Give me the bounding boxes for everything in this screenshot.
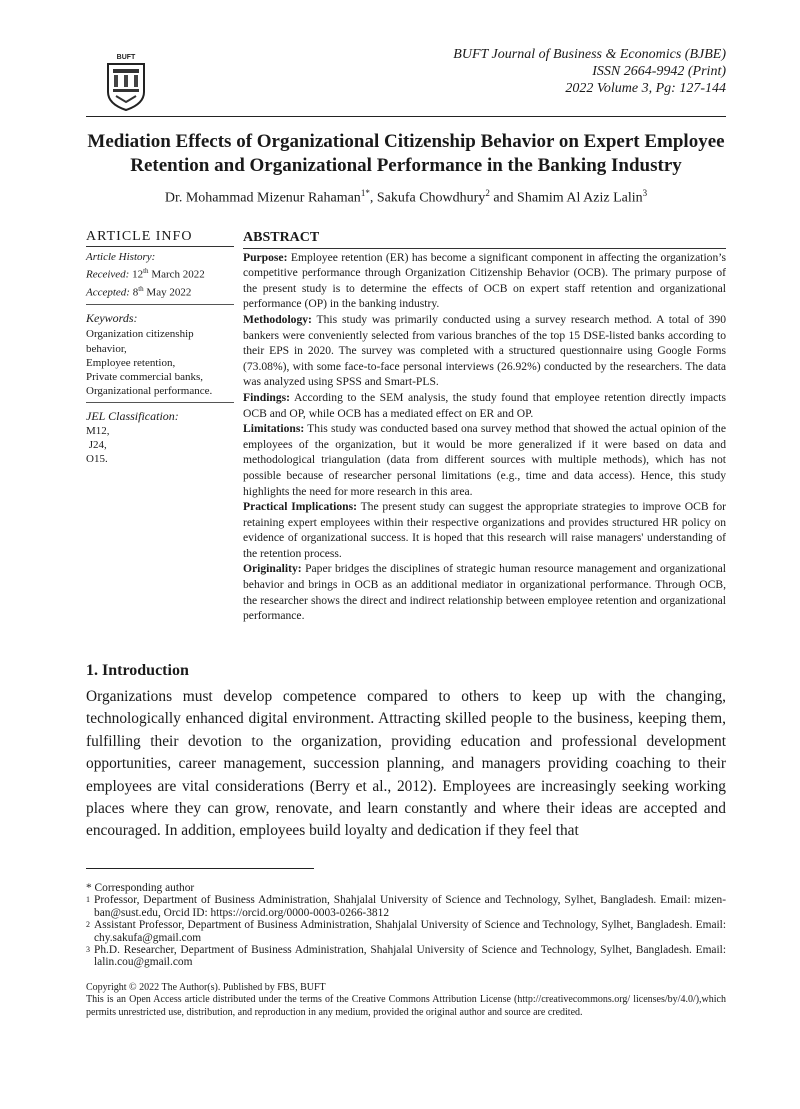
journal-volume: 2022 Volume 3, Pg: 127-144	[565, 81, 726, 96]
keyword-item: Organizational performance.	[86, 385, 213, 398]
journal-info	[453, 46, 726, 97]
header-divider	[86, 116, 726, 117]
methodology-text: This study was primarily conducted using a survey research method. A total of 390 bankers were conveniently selected from various branches of the top 15 DSE-listed banks according to their EPS in 2020. The survey was completed with a structured questionnaire using Google Forms (73.08%), with some face-to-face personal interviews (26.92%) conducted by the researchers. The data was analyzed using SPSS and Smart-PLS.	[243, 312, 726, 389]
svg-text:BUFT: BUFT	[116, 54, 136, 61]
footnote-text: Ph.D. Researcher, Department of Business Administration, Shahjalal University of Science and Technology, Sylhet, Bangladesh. Email: lalin.cou@gmail.com	[94, 944, 726, 969]
received-rest: March 2022	[148, 269, 205, 282]
author-separator: and	[489, 190, 518, 206]
keywords	[86, 305, 234, 403]
jel-classification	[86, 403, 234, 470]
history-label: Article History:	[86, 251, 156, 264]
paper-title	[80, 130, 732, 178]
keyword-item: Organization citizenship behavior,	[86, 328, 194, 355]
abstract	[243, 230, 726, 624]
author-list	[86, 188, 726, 207]
keywords-label: Keywords:	[86, 311, 138, 326]
abstract-purpose	[243, 250, 726, 312]
jel-item: M12,	[86, 424, 110, 437]
footnotes	[86, 882, 726, 969]
copyright-line: Copyright © 2022 The Author(s). Published by FBS, BUFT	[86, 982, 326, 993]
introduction-paragraph: Organizations must develop competence compared to others to keep up with the changing, technologically enhanced digital environment. Attracting skilled people to the business, keeping them, fulfilling their devotion to the organization, providing education and professional development opportunities, career management, succession planning, and managers providing coaching to their employees are vital considerations (Berry et al., 2012). Employees are increasingly seeking working places where they can grow, renovate, and learn constantly and where their ideas are accepted and encouraged. In addition, employees build loyalty and dedication if they feel that	[86, 688, 726, 840]
accepted-date	[86, 282, 234, 300]
received-date	[86, 264, 234, 282]
originality-label: Originality:	[243, 562, 302, 576]
introduction-body	[86, 686, 726, 843]
footnote-3	[86, 944, 726, 969]
limitations-text: This study was conducted based ona survey method that showed the actual opinion of the employees of the organization, but it would be more generalized if it were based on data and methodological triangulation (data from different sources with multiple methods), which has not possible because of researcher personal limitations (e.g., time and data access). Hence, this study highlights the need for more research in this area.	[243, 422, 726, 498]
received-label: Received:	[86, 269, 130, 282]
keyword-item: Employee retention,	[86, 356, 176, 369]
abstract-limitations	[243, 421, 726, 499]
jel-item: O15.	[86, 452, 108, 465]
footnote-1	[86, 894, 726, 919]
abstract-findings	[243, 390, 726, 421]
accepted-rest: May 2022	[143, 286, 192, 299]
title-line-1: Mediation Effects of Organizational Citizenship Behavior on Expert Employee	[87, 131, 725, 152]
author-2: Sakufa Chowdhury	[376, 190, 486, 206]
abstract-practical	[243, 499, 726, 561]
abstract-heading: ABSTRACT	[243, 230, 726, 249]
author-3-affil: 3	[642, 188, 648, 198]
accepted-sup: th	[138, 285, 144, 294]
article-info	[86, 230, 234, 470]
author-separator: ,	[369, 190, 377, 206]
footnote-mark: 2	[86, 920, 90, 930]
accepted-day: 8	[129, 286, 139, 299]
journal-name: BUFT Journal of Business & Economics (BJBE)	[453, 47, 726, 62]
received-sup: th	[143, 267, 149, 276]
license-text: This is an Open Access article distributed under the terms of the Creative Commons Attribution License (http://creativecommons.org/ licenses/by/4.0/),which permits unrestricted use, distribution, and reproduction in any medium, provided the original author and source are credited.	[86, 994, 726, 1018]
accepted-label: Accepted:	[86, 286, 130, 299]
author-3: Shamim Al Aziz Lalin	[517, 190, 643, 206]
jel-label: JEL Classification:	[86, 409, 179, 424]
purpose-label: Purpose:	[243, 250, 288, 264]
findings-text: According to the SEM analysis, the study found that employee retention directly impacts OCB and OP, while OCB has a mediated effect on ER and OP.	[243, 390, 726, 420]
findings-label: Findings:	[243, 390, 291, 404]
jel-item: J24,	[86, 438, 107, 451]
abstract-originality	[243, 561, 726, 623]
purpose-text: Employee retention (ER) has become a significant component in affecting the organization’s competitive performance through Organization Citizenship Behavior (OCB). The primary purpose of the present study is to determine the effects of OCB on expert staff retention and organizational performance (OP) in the banking industry.	[243, 250, 726, 311]
author-2-affil: 2	[485, 188, 490, 198]
title-line-2: Retention and Organizational Performance in the Banking Industry	[130, 155, 682, 176]
originality-text: Paper bridges the disciplines of strategic human resource management and organizational behavior and brings in OCB as an additional mediator in organizational performance. Through OCB, the researcher shows the direct and indirect relationship between employee retention and organizational performance.	[243, 562, 726, 623]
footnote-mark: 1	[86, 895, 90, 905]
author-1: Dr. Mohammad Mizenur Rahaman	[164, 190, 361, 206]
footnote-text: Assistant Professor, Department of Business Administration, Shahjalal University of Science and Technology, Sylhet, Bangladesh. Email: chy.sakufa@gmail.com	[94, 919, 726, 944]
limitations-label: Limitations:	[243, 422, 305, 436]
copyright-notice	[86, 982, 726, 1019]
section-heading-introduction: 1. Introduction	[86, 662, 189, 679]
footnote-mark: 3	[86, 945, 90, 955]
practical-label: Practical Implications:	[243, 500, 357, 514]
corresponding-author-note: * Corresponding author	[86, 882, 195, 894]
footnote-text: Professor, Department of Business Administration, Shahjalal University of Science and Technology, Sylhet, Bangladesh. Email: mizen-ban@sust.edu, Orcid ID: https://orcid.org/0000-0003-0266-3812	[94, 894, 726, 919]
received-day: 12	[129, 269, 144, 282]
keyword-item: Private commercial banks,	[86, 370, 203, 383]
author-1-affil: 1*	[360, 188, 370, 198]
journal-issn: ISSN 2664-9942 (Print)	[592, 64, 726, 79]
abstract-methodology	[243, 312, 726, 390]
methodology-label: Methodology:	[243, 312, 312, 326]
article-info-heading: ARTICLE INFO	[86, 230, 234, 247]
practical-text: The present study can suggest the appropriate strategies to improve OCB for retaining expert employees within their respective organizations and provides structured HR policy on evidence of organizational success. It is hoped that this research will raise managers' understanding of the retention process.	[243, 500, 726, 560]
footnote-2	[86, 919, 726, 944]
article-history	[86, 247, 234, 305]
footnote-divider	[86, 868, 314, 869]
buft-logo-icon	[104, 52, 148, 112]
